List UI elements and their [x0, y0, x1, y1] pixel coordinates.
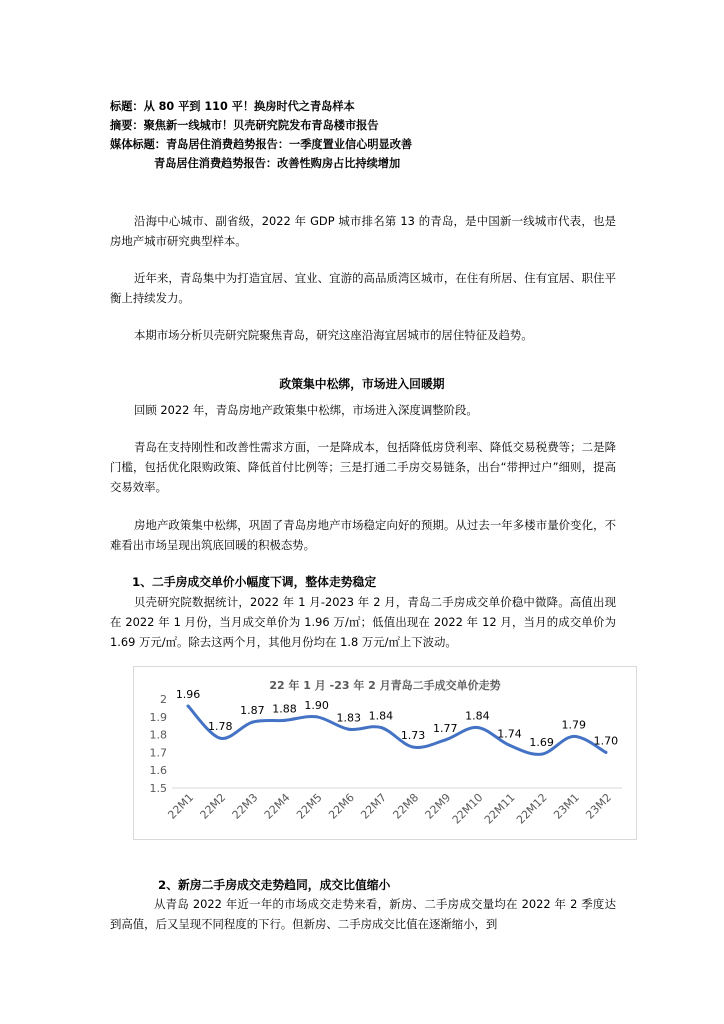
x-tick-label: 22M5 [294, 790, 325, 822]
data-label: 1.73 [400, 729, 426, 743]
data-point [444, 738, 447, 741]
x-tick-label: 22M4 [261, 790, 293, 822]
x-tick-label: 22M2 [197, 790, 229, 822]
data-point [347, 728, 350, 731]
data-label: 1.96 [175, 688, 201, 702]
price-trend-chart [133, 666, 637, 840]
data-point [604, 751, 607, 754]
x-tick-label: 22M10 [449, 790, 486, 827]
x-tick-label: 22M3 [229, 790, 261, 822]
data-point [315, 715, 318, 718]
data-label: 1.77 [432, 721, 458, 735]
y-tick-label: 2 [160, 693, 167, 706]
data-point [187, 705, 190, 708]
subsection-body-1: 贝壳研究院数据统计，2022 年 1 月-2023 年 2 月，青岛二手房成交单价稳中微降。高值出现在 2022 年 1 月份，当月成交单价为 1.96 万/㎡；低值出现在 2022 年 12 月，当月的成交单价为 1.69 万元/㎡。除去这两个月，其他月份均在 1.8 万元/㎡上下波动。 [110, 595, 616, 649]
policy-paragraph-2: 青岛在支持刚性和改善性需求方面，一是降成本，包括降低房贷利率、降低交易税费等；二是降门槛，包括优化限购政策、降低首付比例等；三是打通二手房交易链条，出台“带押过户”细则，提高交易效率。 [110, 440, 616, 494]
x-tick-label: 22M9 [422, 790, 454, 822]
data-point [283, 719, 286, 722]
media-title-line-1: 媒体标题：青岛居住消费趋势报告：一季度置业信心明显改善 [110, 138, 413, 151]
data-label: 1.74 [497, 727, 522, 741]
intro-paragraph-3: 本期市场分析贝壳研究院聚焦青岛，研究这座沿海宜居城市的居住特征及趋势。 [134, 328, 533, 342]
x-tick-label: 22M12 [514, 790, 550, 827]
x-tick-label: 23M1 [551, 790, 582, 822]
price-trend-chart-svg [134, 667, 636, 839]
data-label: 1.69 [529, 736, 554, 750]
data-point [251, 721, 254, 724]
data-label: 1.87 [240, 704, 265, 718]
chart-title: 22 年 1 月 -23 年 2 月青岛二手成交单价走势 [269, 679, 501, 692]
y-tick-label: 1.6 [149, 764, 167, 778]
subsection-body-2: 从青岛 2022 年近一年的市场成交走势来看，新房、二手房成交量均在 2022 年 2 季度达到高值，后又呈现不同程度的下行。但新房、二手房成交比值在逐渐缩小，到 [110, 897, 616, 931]
intro-paragraph-1: 沿海中心城市、副省级，2022 年 GDP 城市排名第 13 的青岛，是中国新一线城市代表，也是房地产城市研究典型样本。 [110, 214, 616, 248]
policy-paragraph-3: 房地产政策集中松绑，巩固了青岛房地产市场稳定向好的预期。从过去一年多楼市量价变化，不难看出市场呈现出筑底回暖的积极态势。 [110, 518, 616, 552]
x-tick-label: 22M7 [358, 790, 390, 822]
data-label: 1.84 [368, 709, 394, 723]
data-point [379, 726, 382, 729]
y-tick-label: 1.8 [149, 728, 167, 742]
title-line: 标题：从 80 平到 110 平！换房时代之青岛样本 [110, 100, 355, 113]
subsection-heading-2: 2、新房二手房成交走势趋同，成交比值缩小 [158, 878, 391, 892]
abstract-line: 摘要：聚焦新一线城市！贝壳研究院发布青岛楼市报告 [110, 119, 379, 132]
data-label: 1.79 [561, 718, 587, 732]
x-tick-label: 22M8 [390, 790, 422, 822]
y-tick-label: 1.5 [149, 782, 167, 795]
y-tick-label: 1.9 [149, 710, 167, 724]
x-tick-label: 23M2 [583, 790, 615, 822]
data-point [540, 753, 543, 756]
x-tick-label: 22M1 [165, 790, 197, 822]
policy-paragraph-1: 回顾 2022 年，青岛房地产政策集中松绑，市场进入深度调整阶段。 [134, 403, 478, 417]
data-label: 1.84 [465, 709, 490, 723]
data-label: 1.83 [336, 711, 362, 725]
data-label: 1.90 [304, 698, 329, 712]
media-title-line-2: 青岛居住消费趋势报告：改善性购房占比持续增加 [154, 157, 401, 170]
y-tick-label: 1.7 [149, 746, 167, 760]
x-tick-label: 22M11 [481, 790, 518, 827]
data-point [508, 744, 511, 747]
data-label: 1.70 [593, 734, 619, 748]
data-point [412, 746, 415, 749]
data-point [476, 726, 479, 729]
data-label: 1.78 [207, 720, 233, 734]
section-title-policy: 政策集中松绑，市场进入回暖期 [279, 377, 445, 391]
subsection-heading-1: 1、二手房成交单价小幅度下调，整体走势稳定 [132, 575, 377, 589]
data-point [572, 735, 575, 738]
data-label: 1.88 [272, 702, 297, 716]
x-tick-label: 22M6 [326, 790, 357, 822]
data-point [219, 737, 222, 740]
intro-paragraph-2: 近年来，青岛集中为打造宜居、宜业、宜游的高品质湾区城市，在住有所居、住有宜居、职住平衡上持续发力。 [110, 271, 616, 305]
